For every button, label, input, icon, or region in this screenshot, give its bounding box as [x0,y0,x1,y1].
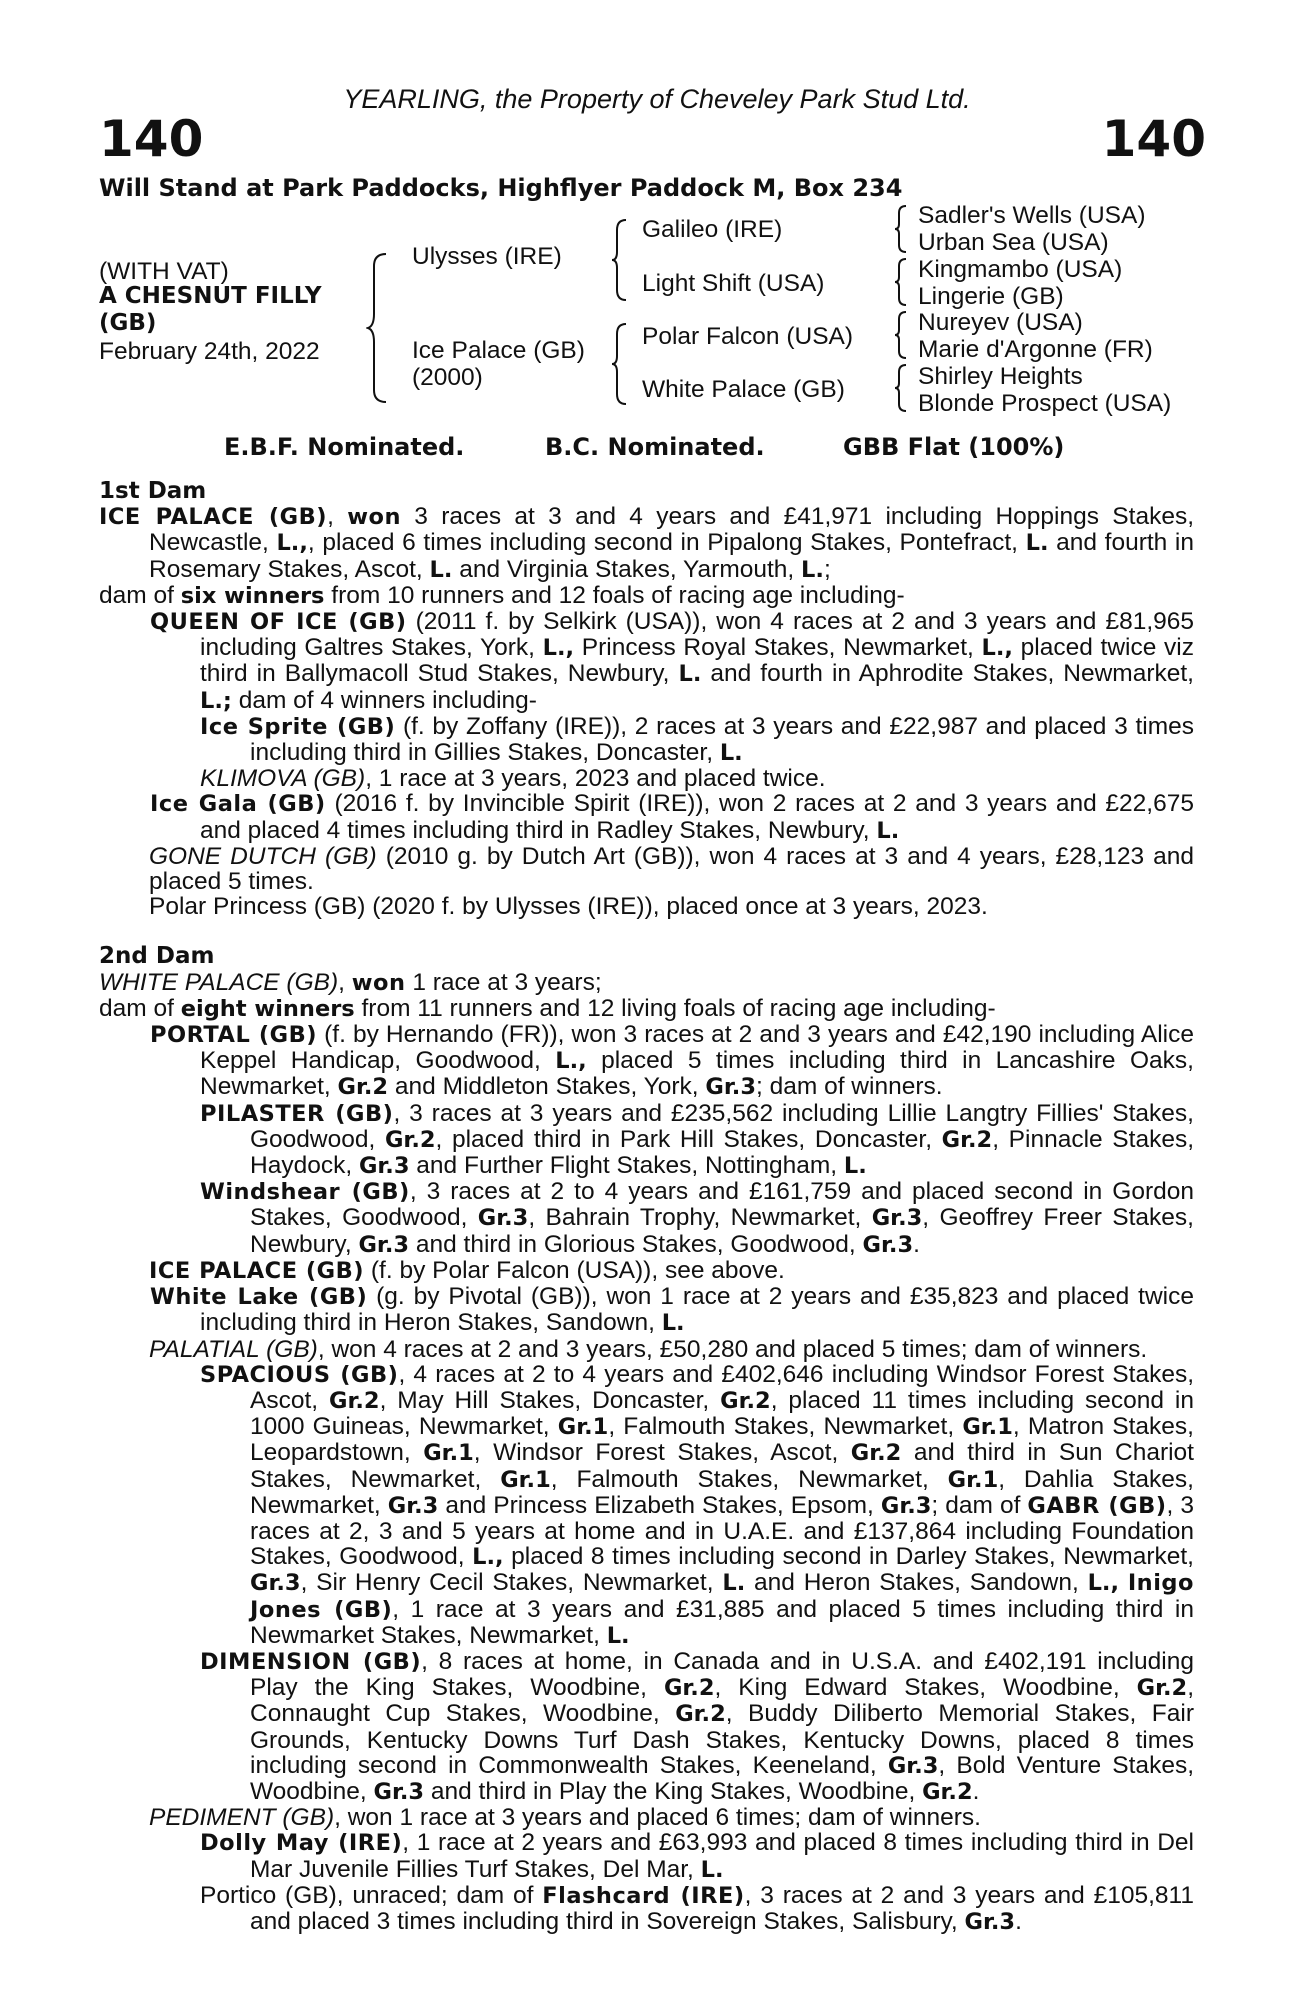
second-dam-record: WHITE PALACE (GB), won 1 race at 3 years; [99,968,602,996]
progeny-dimension: DIMENSION (GB), 8 races at home, in Canada and in U.S.A. and £402,191 including Play the King Stakes, Woodbine, Gr.2, King Edward Stakes, Woodbine, Gr.2, Connaught Cup Stakes, Woodbine, Gr.2, Buddy Diliberto Memorial Stakes, Fair Grounds, Kentucky Downs Turf Dash Stakes, Kentucky Downs, placed 8 times including second in Commonwealth Stakes, Keeneland, Gr.3, Bold Venture Stakes, Woodbine, Gr.3 and third in Play the King Stakes, Woodbine, Gr.2. [200,1647,1194,1805]
pedigree-brace-dd [893,363,909,413]
first-dam-record: ICE PALACE (GB), won 3 races at 3 and 4 years and £41,971 including Hoppings Stakes, Newcastle, L.,, placed 6 times including second in Pipalong Stakes, Pontefract, L. and fourth in Rosemary Stakes, Ascot, L. and Virginia Stakes, Yarmouth, L.; [99,503,1195,583]
dd-dam: Blonde Prospect (USA) [918,390,1172,417]
foaling-date: February 24th, 2022 [99,338,320,365]
progeny-polar-princess: Polar Princess (GB) (2020 f. by Ulysses (IRE)), placed once at 3 years, 2023. [149,893,988,921]
page-body [99,479,1194,1935]
pedigree-brace-main [366,252,390,404]
progeny-ice-gala: Ice Gala (GB) (2016 f. by Invincible Spirit (IRE)), won 2 races at 2 and 3 years and £22,675 and placed 4 times including third in Radley Stakes, Newbury, L. [150,790,1194,844]
progeny-palatial: PALATIAL (GB), won 4 races at 2 and 3 years, £50,280 and placed 5 times; dam of winners. [149,1335,1148,1363]
ds-dam: Marie d'Argonne (FR) [918,336,1153,363]
progeny-pilaster: PILASTER (GB), 3 races at 3 years and £235,562 including Lillie Langtry Fillies' Stakes, Goodwood, Gr.2, placed third in Park Hill Stakes, Doncaster, Gr.2, Pinnacle Stakes, Haydock, Gr.3 and Further Flight Stakes, Nottingham, L. [200,1099,1195,1180]
pedigree-brace-sd [893,257,909,307]
second-dam-heading: 2nd Dam [99,943,215,970]
second-dam-produce: dam of eight winners from 11 runners and 12 living foals of racing age including- [99,994,996,1022]
pedigree-brace-dam [610,322,630,406]
sire-dam: Light Shift (USA) [642,270,825,297]
progeny-gone-dutch: GONE DUTCH (GB) (2010 g. by Dutch Art (GB)), won 4 races at 3 and 4 years, £28,123 and placed 5 times. [149,842,1194,896]
dd-sire: Shirley Heights [918,363,1083,390]
gbb-nomination: GBB Flat (100%) [843,433,1065,461]
progeny-queen-of-ice: QUEEN OF ICE (GB) (2011 f. by Selkirk (USA)), won 4 races at 2 and 3 years and £81,965 including Galtres Stakes, York, L., Princess Royal Stakes, Newmarket, L., placed twice viz third in Ballymacoll Stud Stakes, Newbury, L. and fourth in Aphrodite Stakes, Newmarket, L.; dam of 4 winners including- [150,608,1195,714]
pedigree-brace-sire [610,218,630,302]
sire-sire: Galileo (IRE) [642,216,783,243]
first-dam-produce: dam of six winners from 10 runners and 12 foals of racing age including- [99,581,905,609]
ebf-nomination: E.B.F. Nominated. [224,433,465,461]
ss-sire: Sadler's Wells (USA) [918,202,1146,229]
sd-dam: Lingerie (GB) [918,283,1064,310]
progeny-klimova: KLIMOVA (GB), 1 race at 3 years, 2023 and placed twice. [200,765,826,793]
progeny-dolly-may: Dolly May (IRE), 1 race at 2 years and £63,993 and placed 8 times including third in Del Mar Juvenile Fillies Turf Stakes, Del Mar, L. [200,1829,1194,1883]
progeny-ice-sprite: Ice Sprite (GB) (f. by Zoffany (IRE)), 2 races at 3 years and £22,987 and placed 3 times including third in Gillies Stakes, Doncaster, L. [200,712,1194,767]
lot-number-right: 140 [1101,110,1206,168]
progeny-white-lake: White Lake (GB) (g. by Pivotal (GB)), won 1 race at 2 years and £35,823 and placed twice including third in Heron Stakes, Sandown, L. [150,1283,1194,1337]
vat-note: (WITH VAT) [99,258,229,285]
pedigree-brace-ss [893,204,909,254]
pedigree-brace-ds [893,310,909,360]
progeny-ice-palace: ICE PALACE (GB) (f. by Polar Falcon (USA)), see above. [149,1256,785,1284]
dam-sire: Polar Falcon (USA) [642,323,854,350]
ds-sire: Nureyev (USA) [918,309,1083,336]
dam-dam: White Palace (GB) [642,376,845,403]
progeny-pediment: PEDIMENT (GB), won 1 race at 3 years and placed 6 times; dam of winners. [149,1804,981,1832]
ss-dam: Urban Sea (USA) [918,229,1109,256]
progeny-spacious: SPACIOUS (GB), 4 races at 2 to 4 years and £402,646 including Windsor Forest Stakes, Ascot, Gr.2, May Hill Stakes, Doncaster, Gr.2, placed 11 times including second in 1000 Guineas, Newmarket, Gr.1, Falmouth Stakes, Newmarket, Gr.1, Matron Stakes, Leopardstown, Gr.1, Windsor Forest Stakes, Ascot, Gr.2 and third in Sun Chariot Stakes, Newmarket, Gr.1, Falmouth Stakes, Newmarket, Gr.1, Dahlia Stakes, Newmarket, Gr.3 and Princess Elizabeth Stakes, Epsom, Gr.3; dam of GABR (GB), 3 races at 2, 3 and 5 years at home and in U.A.E. and £137,864 including Foundation Stakes, Goodwood, L., placed 8 times including second in Darley Stakes, Newmarket, Gr.3, Sir Henry Cecil Stakes, Newmarket, L. and Heron Stakes, Sandown, L., Inigo Jones (GB), 1 race at 3 years and £31,885 and placed 5 times including third in Newmarket Stakes, Newmarket, L. [200,1360,1195,1649]
dam-year: (2000) [412,364,483,391]
sd-sire: Kingmambo (USA) [918,256,1123,283]
progeny-windshear: Windshear (GB), 3 races at 2 to 4 years and £161,759 and placed second in Gordon Stakes, Goodwood, Gr.3, Bahrain Trophy, Newmarket, Gr.3, Geoffrey Freer Stakes, Newbury, Gr.3 and third in Glorious Stakes, Goodwood, Gr.3. [200,1178,1195,1258]
dam: Ice Palace (GB) [412,337,585,364]
catalogue-subtitle: YEARLING, the Property of Cheveley Park Stud Ltd. [343,84,971,114]
horse-name: A CHESNUT FILLY [99,283,322,309]
stand-location: Will Stand at Park Paddocks, Highflyer Paddock M, Box 234 [99,174,903,202]
lot-number-left: 140 [99,110,204,168]
progeny-portico: Portico (GB), unraced; dam of Flashcard (IRE), 3 races at 2 and 3 years and £105,811 and placed 3 times including third in Sovereign Stakes, Salisbury, Gr.3. [200,1881,1194,1935]
first-dam-heading: 1st Dam [99,478,207,504]
sire: Ulysses (IRE) [412,243,562,270]
horse-origin: (GB) [99,310,157,336]
progeny-portal: PORTAL (GB) (f. by Hernando (FR)), won 3 races at 2 and 3 years and £42,190 including Alice Keppel Handicap, Goodwood, L., placed 5 times including third in Lancashire Oaks, Newmarket, Gr.2 and Middleton Stakes, York, Gr.3; dam of winners. [150,1021,1194,1101]
bc-nomination: B.C. Nominated. [545,433,765,461]
